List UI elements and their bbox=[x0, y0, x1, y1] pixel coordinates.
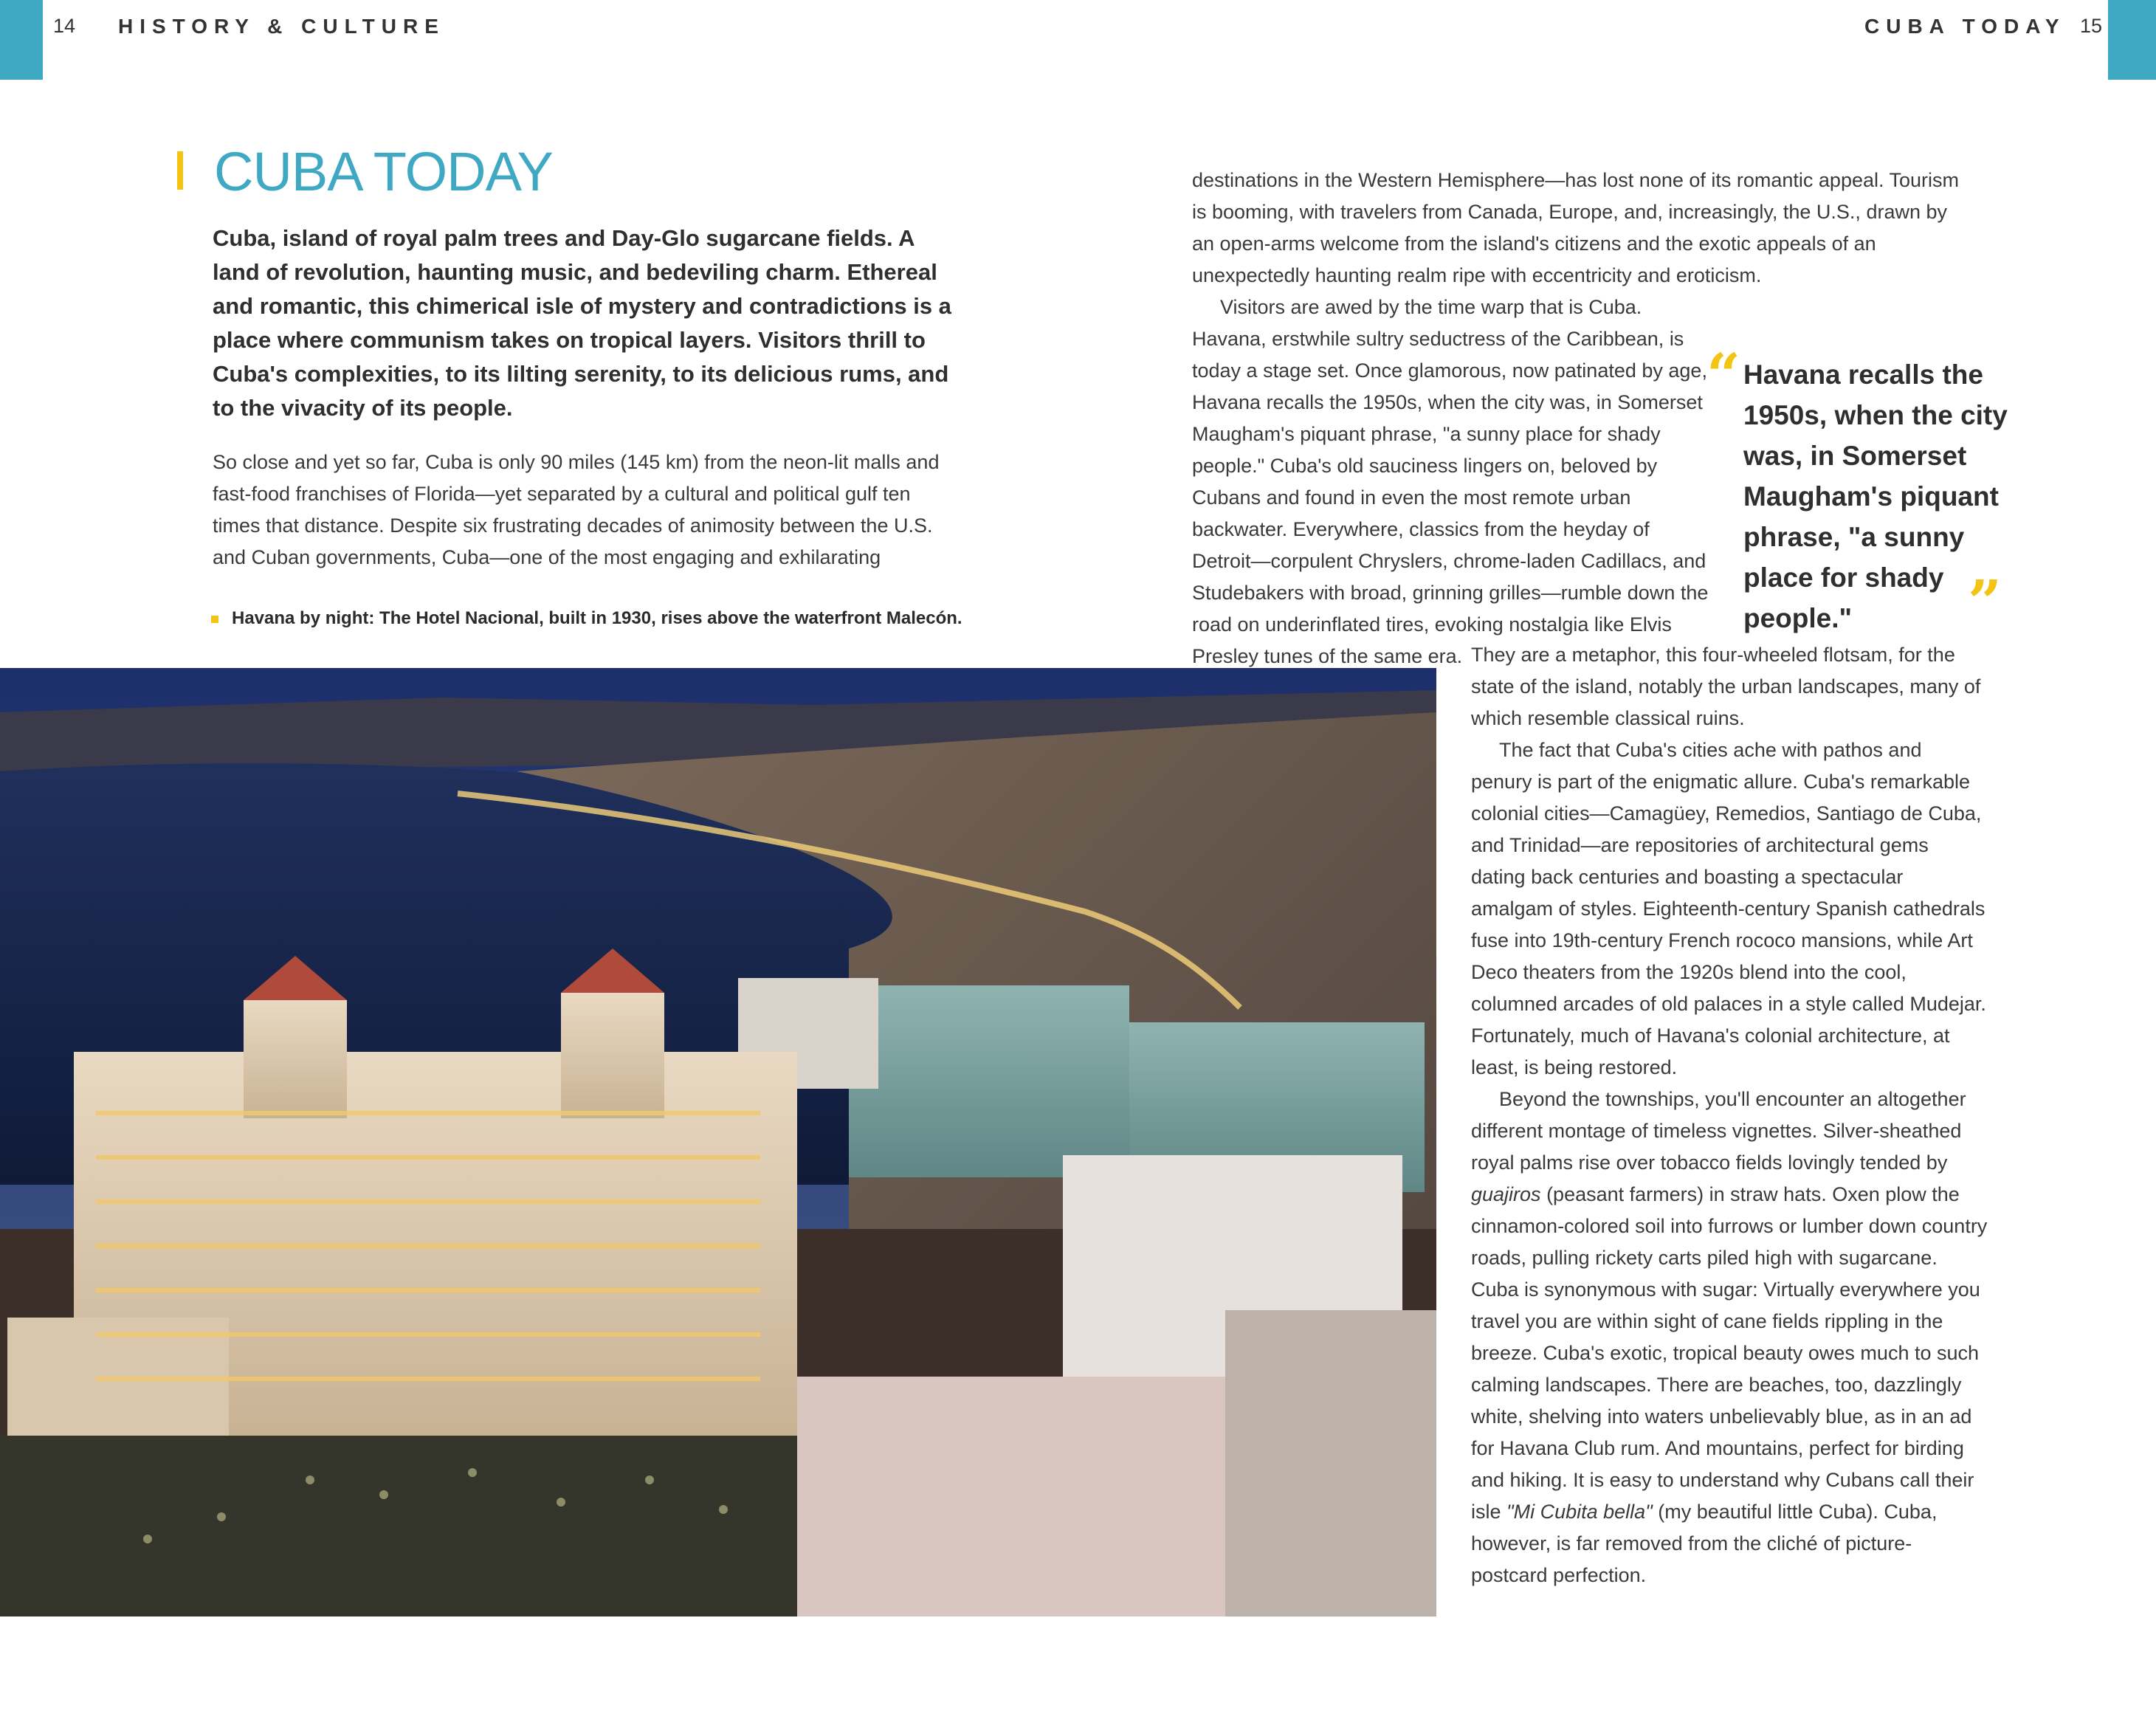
close-quote-icon: ” bbox=[1968, 567, 2002, 636]
body-paragraph-4 bbox=[1471, 1084, 1988, 1591]
right-page-tab bbox=[2108, 0, 2156, 80]
intro-deck: Cuba, island of royal palm trees and Day-Glo sugarcane fields. A land of revolution, haunting music, and bedeviling charm. Ethereal and romantic, this chimerical isle of mystery and contradictions is a place where communism takes on tropical layers. Visitors thrill to Cuba's complexities, to its lilting serenity, to its delicious rums, and to the vivacity of its people. bbox=[213, 225, 951, 421]
body-paragraph-1-continued: destinations in the Western Hemisphere—has lost none of its romantic appeal. Tourism is booming, with travelers from Canada, Europe, and, increasingly, the U.S., drawn by an open-arms welcome from the island's citizens and the exotic appeals of an unexpectedly haunting realm ripe with eccentricity and eroticism. bbox=[1192, 169, 1960, 286]
body-column-right-bottom bbox=[1471, 639, 1988, 1591]
para4-part-c: (my beautiful little Cuba). Cuba, however, is far removed from the cliché of picture-postcard perfection. bbox=[1471, 1501, 1938, 1586]
body-column-right-top bbox=[1192, 165, 1960, 292]
havana-night-photo bbox=[0, 668, 1436, 1616]
left-page-tab bbox=[0, 0, 43, 80]
open-quote-icon: “ bbox=[1706, 340, 1741, 410]
body-column-right-narrow bbox=[1192, 292, 1709, 672]
pull-quote: Havana recalls the 1950s, when the city was, in Somerset Maugham's piquant phrase, "a sunny place for shady people." bbox=[1743, 359, 2008, 633]
title-accent-bar bbox=[177, 151, 183, 190]
page-title: CUBA TODAY bbox=[214, 141, 553, 202]
para4-italic-cubita: "Mi Cubita bella" bbox=[1506, 1501, 1653, 1523]
para4-part-a: Beyond the townships, you'll encounter an altogether different montage of timeless vignettes. Silver-sheathed royal palms rise over tobacco fields lovingly tended by bbox=[1471, 1088, 1966, 1174]
caption-text: Havana by night: The Hotel Nacional, built in 1930, rises above the waterfront Malecón. bbox=[232, 608, 962, 628]
body-paragraph-1: So close and yet so far, Cuba is only 90 miles (145 km) from the neon-lit malls and fast-food franchises of Florida—yet separated by a cultural and political gulf ten times that distance. Despite six frustrating decades of animosity between the U.S. and Cuban governments, Cuba—one of the most engaging and exhilarating bbox=[213, 451, 940, 568]
body-paragraph-2: Visitors are awed by the time warp that is Cuba. Havana, erstwhile sultry seductress of the Caribbean, is today a stage set. Once glamorous, now patinated by age, Havana recalls the 1950s, when the city was, in Somerset Maugham's piquant phrase, "a sunny place for shady people." Cuba's old sauciness lingers on, beloved by Cubans and found in even the most remote urban backwater. Everywhere, classics from the heyday of Detroit—corpulent Chryslers, chrome-laden Cadillacs, and Studebakers with broad, grinning grilles—rumble down the road on underinflated tires, evoking nostalgia like Elvis Presley tunes of the same era. bbox=[1192, 296, 1709, 667]
left-page-number: 14 bbox=[53, 15, 76, 37]
body-paragraph-3: The fact that Cuba's cities ache with pathos and penury is part of the enigmatic allure. Cuba's remarkable colonial cities—Camagüey, Remedios, Santiago de Cuba, and Trinidad—are repositories of architectural gems dating back centuries and boasting a spectacular amalgam of styles. Eighteenth-century Spanish cathedrals fuse into 19th-century French rococo mansions, while Art Deco theaters from the 1920s blend into the cool, columned arcades of old palaces in a style called Mudejar. Fortunately, much of Havana's colonial architecture, at least, is being restored. bbox=[1471, 739, 1986, 1078]
body-paragraph-2-continued: They are a metaphor, this four-wheeled flotsam, for the state of the island, notably the urban landscapes, many of which resemble classical ruins. bbox=[1471, 644, 1981, 729]
photo-caption bbox=[211, 608, 962, 629]
right-page-number: 15 bbox=[2080, 15, 2103, 37]
para4-italic-guajiros: guajiros bbox=[1471, 1183, 1541, 1205]
caption-bullet-icon bbox=[211, 616, 218, 623]
body-column-left bbox=[213, 447, 951, 574]
right-running-head: CUBA TODAY bbox=[1864, 15, 2066, 38]
left-running-head: HISTORY & CULTURE bbox=[118, 15, 445, 38]
para4-part-b: (peasant farmers) in straw hats. Oxen plow the cinnamon-colored soil into furrows or lumber down country roads, pulling rickety carts piled high with sugarcane. Cuba is synonymous with sugar: Virtually everywhere you travel you are within sight of cane fields rippling in the breeze. Cuba's exotic, tropical beauty owes much to such calming landscapes. There are beaches, too, dazzlingly white, shelving into waters unbelievably blue, as in an ad for Havana Club rum. And mountains, perfect for birding and hiking. It is easy to understand why Cubans call their isle bbox=[1471, 1183, 1988, 1523]
